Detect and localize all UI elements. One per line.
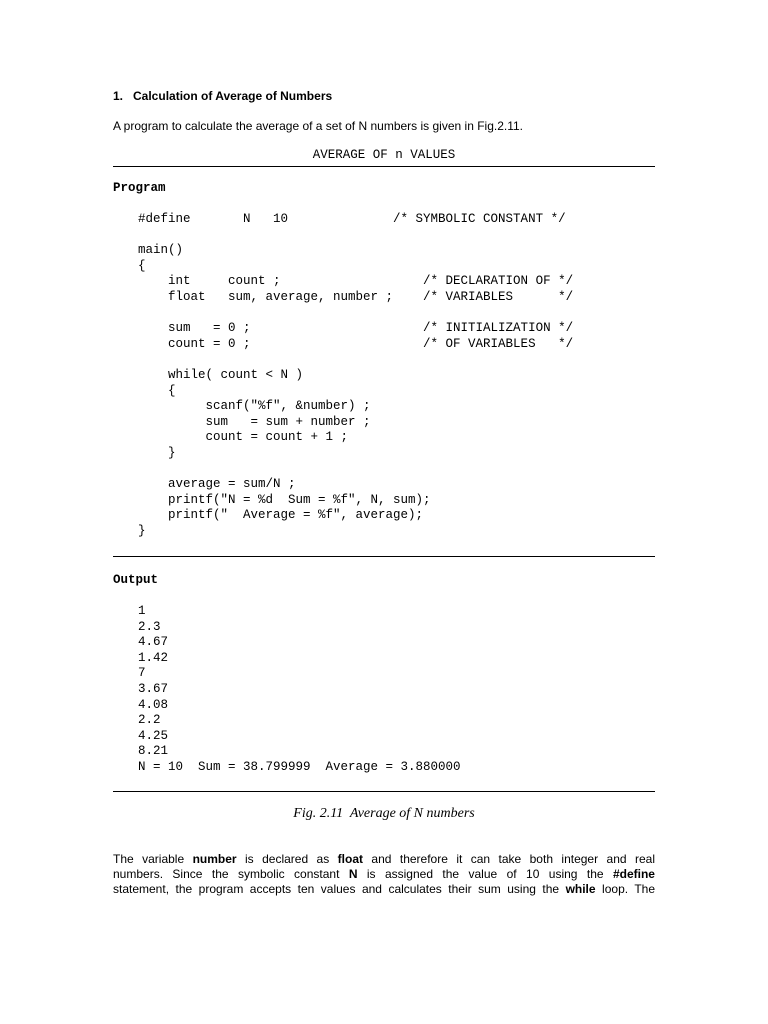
figure-caption: Fig. 2.11 Average of N numbers xyxy=(293,806,475,821)
program-code-block: #define N 10 /* SYMBOLIC CONSTANT */ main() { int count ; /* DECLARATION OF */ float sum, average, number ; /* VARIABLES */ sum = 0 ; /* INITIALIZATION */ count = 0 ; /* OF VARIABLES */ while( count < N ) { scanf("%f", &number) ; sum = sum + number ; count = count + 1 ; } average = sum/N ; printf("N = %d Sum = %f", N, sum); printf(" Average = %f", average); } xyxy=(138,212,574,538)
middle-rule xyxy=(113,556,655,557)
paragraph-text: is declared as xyxy=(236,852,338,866)
output-block: 1 2.3 4.67 1.42 7 3.67 4.08 2.2 4.25 8.21 N = 10 Sum = 38.799999 Average = 3.880000 xyxy=(138,604,461,774)
paragraph-text: statement, the program accepts ten values and calculates their sum using the xyxy=(113,882,566,896)
keyword-define: #define xyxy=(612,867,655,881)
keyword-n: N xyxy=(348,867,358,881)
paragraph-line-2 xyxy=(113,867,655,882)
top-rule xyxy=(113,166,655,167)
keyword-float: float xyxy=(337,852,363,866)
paragraph-text: and therefore it can take both integer and real xyxy=(363,852,655,866)
section-heading: 1. Calculation of Average of Numbers xyxy=(113,89,333,103)
paragraph-line-1 xyxy=(113,852,655,867)
bottom-rule xyxy=(113,791,655,792)
keyword-number: number xyxy=(192,852,237,866)
paragraph-text: is assigned the value of 10 using the xyxy=(357,867,613,881)
keyword-while: while xyxy=(565,882,596,896)
output-label: Output xyxy=(113,573,159,587)
body-paragraph xyxy=(113,852,655,897)
figure-box-title: AVERAGE OF n VALUES xyxy=(312,148,456,162)
paragraph-line-3 xyxy=(113,882,655,897)
paragraph-text: The variable xyxy=(113,852,193,866)
paragraph-text: loop. The xyxy=(595,882,656,896)
intro-text: A program to calculate the average of a set of N numbers is given in Fig.2.11. xyxy=(113,119,523,133)
program-label: Program xyxy=(113,181,166,195)
paragraph-text: numbers. Since the symbolic constant xyxy=(113,867,349,881)
